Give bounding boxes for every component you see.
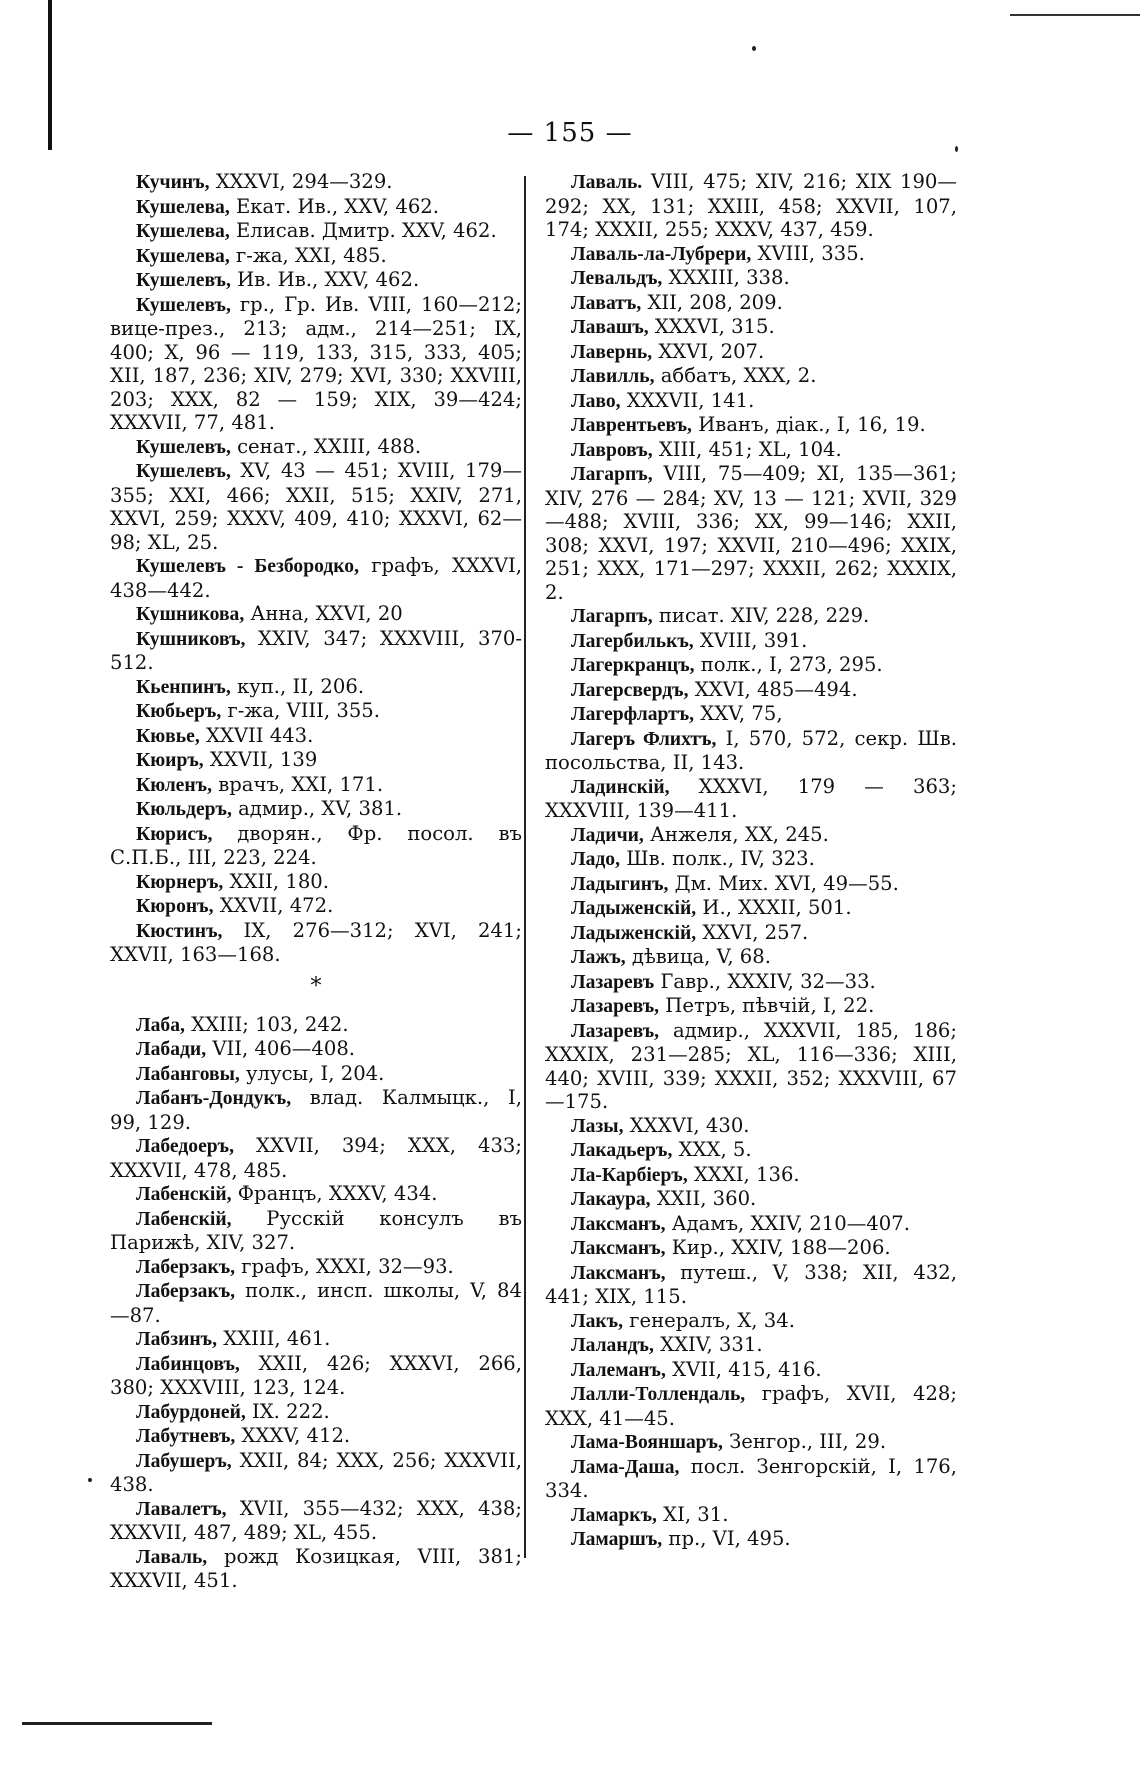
index-entry: [110, 554, 522, 602]
entry-references: графъ, XXXVI, 438—442.: [110, 554, 522, 602]
entry-references: Елисав. Дмитр. XXV, 462.: [229, 219, 497, 242]
entry-heading: Ладыженскій,: [571, 898, 697, 919]
entry-heading: Лавровъ,: [571, 439, 653, 461]
index-entry: [545, 364, 957, 389]
index-entry: [110, 870, 522, 895]
index-entry: [110, 797, 522, 822]
entry-references: графъ, XVII, 428; XXX, 41—45.: [545, 1382, 957, 1430]
scan-edge-mark-bottom: [22, 1722, 212, 1725]
entry-references: XXIII, 461.: [216, 1327, 331, 1350]
entry-heading: Кушелева,: [136, 245, 230, 267]
entry-references: XXVI, 485—494.: [688, 677, 858, 701]
scan-edge-mark-top: [1010, 14, 1140, 16]
index-entry: [110, 244, 522, 269]
entry-heading: Лаба,: [136, 1014, 185, 1036]
entry-heading: Кюльдеръ,: [136, 799, 232, 820]
entry-heading: Лагеръ Флихтъ,: [571, 728, 717, 750]
entry-heading: Лаксманъ,: [571, 1262, 666, 1284]
index-entry: [545, 462, 957, 604]
index-entry: [110, 435, 522, 460]
entry-references: I, 570, 572, секр. Шв. посольства, II, 143.: [545, 726, 957, 774]
entry-heading: Ладыгинъ,: [571, 873, 669, 895]
entry-references: XXXVII, 141.: [620, 388, 755, 412]
index-entry: [545, 291, 957, 316]
index-entry: [545, 1212, 957, 1237]
entry-heading: Лабурдоней,: [136, 1401, 246, 1423]
index-entry: [110, 894, 522, 919]
entry-references: XXXIII, 338.: [662, 266, 790, 289]
scan-speck: [752, 46, 756, 51]
entry-heading: Кушелевъ,: [136, 436, 231, 458]
entry-heading: Кюленъ,: [136, 774, 212, 796]
entry-references: XXVII, 472.: [213, 894, 334, 917]
index-entry: [545, 629, 957, 654]
entry-heading: Кюбьеръ,: [136, 701, 222, 722]
entry-references: дѣвица, V, 68.: [625, 945, 771, 968]
entry-heading: Кушниковъ,: [136, 628, 246, 650]
entry-heading: Лабзинъ,: [136, 1329, 217, 1350]
entry-heading: Лама-Вояншаръ,: [571, 1432, 723, 1453]
entry-references: XIII, 451; XL, 104.: [652, 437, 842, 461]
entry-references: Иванъ, діак., I, 16, 19.: [691, 413, 926, 436]
index-entry: [110, 1062, 522, 1087]
entry-heading: Кюронъ,: [136, 896, 214, 917]
index-entry: [110, 1013, 522, 1038]
entry-heading: Лазаревъ,: [571, 996, 660, 1017]
entry-references: посл. Зенгорскій, I, 176, 334.: [545, 1454, 957, 1502]
entry-references: XXII, 84; XXX, 256; XXXVII, 438.: [110, 1448, 522, 1496]
entry-heading: Кюстинъ,: [136, 920, 223, 942]
entry-references: Шв. полк., IV, 323.: [620, 847, 815, 870]
entry-heading: Кушелева,: [136, 196, 230, 218]
entry-heading: Кушелевъ,: [136, 294, 231, 316]
index-entry: [545, 1503, 957, 1528]
entry-heading: Лалеманъ,: [571, 1359, 666, 1381]
index-entry: [110, 1134, 522, 1182]
index-entry: [110, 293, 522, 435]
entry-heading: Лазаревъ: [571, 971, 655, 993]
index-entry: [110, 1545, 522, 1593]
entry-references: XII, 208, 209.: [641, 290, 783, 314]
entry-heading: Кушелевъ - Безбородко,: [136, 556, 359, 577]
entry-references: влад. Калмыцк., I, 99, 129.: [110, 1086, 522, 1134]
index-entry: [545, 266, 957, 291]
entry-heading: Лаво,: [571, 390, 621, 412]
entry-heading: Лавилль,: [571, 366, 655, 387]
index-column-left: [110, 170, 522, 1593]
entry-heading: Лаваль.: [571, 172, 643, 193]
entry-heading: Лабенскій,: [136, 1184, 232, 1205]
entry-heading: Лагерфлартъ,: [571, 704, 695, 725]
index-entry: [545, 438, 957, 463]
entry-heading: Ладинскій,: [571, 776, 670, 798]
entry-references: графъ, XXXI, 32—93.: [235, 1254, 454, 1278]
entry-references: XXVI, 257.: [696, 920, 809, 944]
entry-heading: Кюиръ,: [136, 750, 204, 771]
entry-references: XXVII, 394; XXX, 433; XXXVII, 478, 485.: [110, 1134, 522, 1182]
column-divider: [524, 176, 526, 1558]
entry-references: Зенгор., III, 29.: [722, 1430, 887, 1453]
entry-references: Кир., XXIV, 188—206.: [665, 1236, 891, 1259]
entry-heading: Лаксманъ,: [571, 1238, 666, 1259]
entry-references: VIII, 75—409; XI, 135—361; XIV, 276 — 284; XV, 13 — 121; XVII, 329—488; XVIII, 336; XX, 99—146; XXII, 308; XXVI, 197; XXVII, 210—496; XXIX, 251; XXX, 171—297; XXXII, 262; XXXIX, 2.: [545, 462, 957, 604]
entry-references: XXIII; 103, 242.: [184, 1012, 349, 1036]
index-entry: [110, 1400, 522, 1425]
entry-heading: Лакадьеръ,: [571, 1140, 673, 1161]
page-number: — 155 —: [507, 118, 633, 148]
index-entry: [545, 970, 957, 995]
index-entry: [545, 1187, 957, 1212]
entry-heading: Лажъ,: [571, 947, 626, 968]
index-entry: [545, 921, 957, 946]
index-entry: [110, 195, 522, 220]
entry-heading: Лавернь,: [571, 341, 653, 363]
entry-heading: Кушелевъ,: [136, 461, 231, 482]
entry-heading: Ладичи,: [571, 824, 644, 846]
entry-references: XXIV, 331.: [653, 1333, 763, 1356]
entry-heading: Кьенпинъ,: [136, 676, 231, 698]
entry-references: XXII, 426; XXXVI, 266, 380; XXXVIII, 123, 124.: [110, 1351, 522, 1399]
entry-heading: Ладо,: [571, 849, 621, 870]
entry-heading: Лакъ,: [571, 1310, 624, 1332]
entry-heading: Ламаркъ,: [571, 1504, 657, 1526]
entry-heading: Лагерсвердъ,: [571, 679, 689, 701]
entry-heading: Лабанъ-Дондукъ,: [136, 1088, 292, 1109]
index-entry: [110, 1497, 522, 1545]
index-entry: [110, 1037, 522, 1062]
entry-references: XXII, 360.: [650, 1187, 757, 1210]
entry-references: полк., I, 273, 295.: [694, 653, 883, 676]
index-entry: [545, 1430, 957, 1455]
entry-references: XV, 43 — 451; XVIII, 179—355; XXI, 466; XXII, 515; XXIV, 271, XXVI, 259; XXXV, 409, 410; XXXVI, 62—98; XL, 25.: [110, 459, 522, 554]
entry-references: XXIV, 347; XXXVIII, 370-512.: [110, 626, 522, 674]
entry-references: генералъ, X, 34.: [623, 1308, 795, 1332]
entry-references: г-жа, VIII, 355.: [221, 699, 380, 722]
entry-heading: Левальдъ,: [571, 268, 663, 289]
entry-heading: Кушелевъ,: [136, 270, 231, 291]
entry-references: XXXI, 136.: [687, 1162, 800, 1186]
index-entry: [110, 919, 522, 967]
entry-heading: Лагарпъ,: [571, 464, 653, 485]
index-entry: [110, 699, 522, 724]
index-entry: [545, 242, 957, 267]
entry-references: XXXV, 412.: [235, 1424, 351, 1447]
entry-heading: Лавашъ,: [571, 317, 649, 338]
entry-references: Адамъ, XXIV, 210—407.: [665, 1211, 910, 1235]
entry-references: гр., Гр. Ив. VIII, 160—212; вице-през., 213; адм., 214—251; IX, 400; X, 96 — 119, 133, 315, 333, 405; XII, 187, 236; XIV, 279; XVI, 330; XXVIII, 203; XXX, 82 — 159; XIX, 39—424; XXXVII, 77, 481.: [110, 292, 522, 434]
entry-heading: Ладыженскій,: [571, 922, 697, 944]
index-entry: [545, 1019, 957, 1114]
entry-heading: Кушникова,: [136, 604, 245, 625]
index-entry: [110, 1352, 522, 1400]
entry-heading: Лабушеръ,: [136, 1450, 232, 1472]
index-entry: [110, 602, 522, 627]
entry-heading: Лаберзакъ,: [136, 1256, 236, 1278]
index-entry: [110, 1424, 522, 1449]
entry-references: XVIII, 335.: [751, 241, 865, 265]
index-entry: [110, 459, 522, 554]
entry-heading: Лалли-Толлендаль,: [571, 1384, 746, 1405]
entry-heading: Кучинъ,: [136, 172, 210, 193]
entry-references: Анна, XXVI, 20: [244, 602, 403, 625]
scan-speck: [88, 1478, 92, 1482]
index-entry: [545, 604, 957, 629]
entry-references: XVIII, 391.: [693, 628, 808, 652]
entry-references: XXXVI, 294—329.: [209, 170, 393, 193]
entry-heading: Лаландъ,: [571, 1335, 654, 1356]
index-entry: [110, 1086, 522, 1134]
index-entry: [110, 724, 522, 749]
entry-references: XXX, 5.: [672, 1138, 752, 1161]
entry-references: IX, 276—312; XVI, 241; XXVII, 163—168.: [110, 918, 522, 966]
entry-references: врачъ, XXI, 171.: [212, 772, 384, 796]
entry-references: дворян., Фр. посол. въ С.П.Б., III, 223, 224.: [110, 821, 522, 869]
index-entry: [545, 727, 957, 775]
index-entry: [545, 775, 957, 823]
entry-references: рожд Козицкая, VIII, 381; XXXVII, 451.: [110, 1544, 522, 1592]
index-entry: [545, 1527, 957, 1552]
entry-heading: Кюрнеръ,: [136, 871, 224, 893]
section-separator: *: [310, 973, 322, 999]
index-entry: [545, 945, 957, 970]
entry-heading: Лабенскій,: [136, 1208, 232, 1230]
entry-heading: Кушелева,: [136, 221, 230, 242]
index-entry: [545, 1333, 957, 1358]
index-entry: [545, 1309, 957, 1334]
entry-references: XXVII, 139: [203, 748, 318, 771]
entry-heading: Кювье,: [136, 725, 200, 747]
entry-references: Ив. Ив., XXV, 462.: [230, 268, 420, 291]
entry-heading: Лазаревъ,: [571, 1020, 660, 1042]
entry-references: г-жа, XXI, 485.: [229, 243, 387, 267]
entry-references: XI, 31.: [656, 1502, 729, 1526]
index-entry: [110, 1207, 522, 1255]
entry-references: адмир., XV, 381.: [231, 797, 403, 820]
entry-references: XXII, 180.: [223, 869, 329, 893]
index-entry: [545, 1114, 957, 1139]
index-entry: [110, 1182, 522, 1207]
index-entry: [545, 1358, 957, 1383]
entry-heading: Лагербилькъ,: [571, 630, 694, 652]
index-entry: [110, 268, 522, 293]
entry-heading: Лаваль-ла-Лубрери,: [571, 243, 752, 265]
entry-heading: Лазы,: [571, 1115, 624, 1137]
index-entry: [110, 675, 522, 700]
entry-heading: Ла-Карбіеръ,: [571, 1164, 688, 1186]
entry-heading: Лаваль,: [136, 1546, 208, 1568]
entry-references: XVII, 355—432; XXX, 438; XXXVII, 487, 489; XL, 455.: [110, 1496, 522, 1544]
index-entry: [545, 1138, 957, 1163]
index-entry: [545, 1236, 957, 1261]
entry-heading: Лагарпъ,: [571, 606, 653, 627]
index-entry: [545, 823, 957, 848]
entry-heading: Лабанговы,: [136, 1063, 240, 1085]
index-entry: [110, 219, 522, 244]
entry-references: путеш., V, 338; XII, 432, 441; XIX, 115.: [545, 1260, 957, 1308]
entry-references: улусы, I, 204.: [239, 1061, 385, 1085]
entry-references: IX. 222.: [245, 1399, 330, 1423]
entry-heading: Лабинцовъ,: [136, 1353, 240, 1375]
index-entry: [545, 413, 957, 438]
entry-references: адмир., XXXVII, 185, 186; XXXIX, 231—285; XL, 116—336; XIII, 440; XVIII, 339; XXXII, 352; XXXVIII, 67—175.: [545, 1018, 957, 1113]
entry-heading: Лабутневъ,: [136, 1426, 236, 1447]
entry-references: Петръ, пѣвчій, I, 22.: [659, 994, 875, 1017]
index-entry: [110, 1327, 522, 1352]
entry-references: сенат., XXIII, 488.: [230, 434, 422, 458]
entry-heading: Лаврентьевъ,: [571, 415, 692, 436]
entry-references: Дм. Мих. XVI, 49—55.: [668, 871, 899, 895]
entry-heading: Лаватъ,: [571, 292, 642, 314]
entry-references: куп., II, 206.: [230, 674, 365, 698]
entry-references: аббатъ, XXX, 2.: [654, 364, 817, 387]
entry-references: писат. XIV, 228, 229.: [652, 604, 870, 627]
entry-references: Русскій консулъ въ Парижѣ, XIV, 327.: [110, 1206, 522, 1254]
entry-references: Францъ, XXXV, 434.: [231, 1182, 438, 1205]
entry-references: И., XXXII, 501.: [696, 896, 852, 919]
entry-references: Екат. Ив., XXV, 462.: [229, 194, 439, 218]
index-entry: [545, 1382, 957, 1430]
index-entry: [110, 1449, 522, 1497]
index-entry: [545, 653, 957, 678]
index-entry: [110, 822, 522, 870]
entry-heading: Лакаура,: [571, 1189, 651, 1210]
index-entry: [545, 847, 957, 872]
index-entry: [545, 994, 957, 1019]
entry-references: пр., VI, 495.: [662, 1527, 791, 1550]
index-entry: [110, 1279, 522, 1327]
entry-heading: Лавалетъ,: [136, 1498, 227, 1520]
index-entry: [110, 1255, 522, 1280]
entry-references: XXV, 75,: [694, 702, 783, 725]
index-entry: [545, 389, 957, 414]
index-entry: [545, 1163, 957, 1188]
index-column-right: [545, 170, 957, 1552]
index-entry: [545, 872, 957, 897]
index-entry: [110, 170, 522, 195]
entry-heading: Лама-Даша,: [571, 1456, 680, 1478]
entry-references: Гавр., XXXIV, 32—33.: [654, 969, 876, 993]
index-entry: [545, 1455, 957, 1503]
entry-heading: Лаберзакъ,: [136, 1281, 236, 1302]
index-entry: [545, 170, 957, 242]
index-entry: [110, 773, 522, 798]
entry-references: XXVI, 207.: [652, 339, 765, 363]
entry-references: XXXVI, 315.: [648, 315, 775, 338]
entry-references: VII, 406—408.: [206, 1037, 356, 1060]
entry-references: полк., инсп. школы, V, 84—87.: [110, 1279, 522, 1327]
entry-references: XXXVI, 179 — 363; XXXVIII, 139—411.: [545, 774, 957, 822]
index-entry: [545, 315, 957, 340]
index-entry: [545, 678, 957, 703]
index-entry: [545, 340, 957, 365]
index-entry: [545, 1261, 957, 1309]
index-entry: [110, 748, 522, 773]
index-entry: [545, 702, 957, 727]
entry-heading: Лабедоеръ,: [136, 1136, 234, 1157]
entry-heading: Кюрисъ,: [136, 823, 213, 845]
entry-references: XXVII 443.: [199, 723, 314, 747]
index-entry: [545, 896, 957, 921]
entry-heading: Ламаршъ,: [571, 1529, 663, 1550]
entry-references: XXXVI, 430.: [623, 1113, 750, 1137]
entry-references: XVII, 415, 416.: [665, 1357, 822, 1381]
entry-references: Анжеля, XX, 245.: [643, 822, 829, 846]
entry-heading: Лагеркранцъ,: [571, 655, 695, 676]
entry-heading: Лабади,: [136, 1039, 207, 1060]
entry-heading: Лаксманъ,: [571, 1213, 666, 1235]
entry-references: VIII, 475; XIV, 216; XIX 190—292; XX, 131; XXIII, 458; XXVII, 107, 174; XXXII, 255; XXXV, 437, 459.: [545, 170, 957, 241]
index-entry: [110, 627, 522, 675]
